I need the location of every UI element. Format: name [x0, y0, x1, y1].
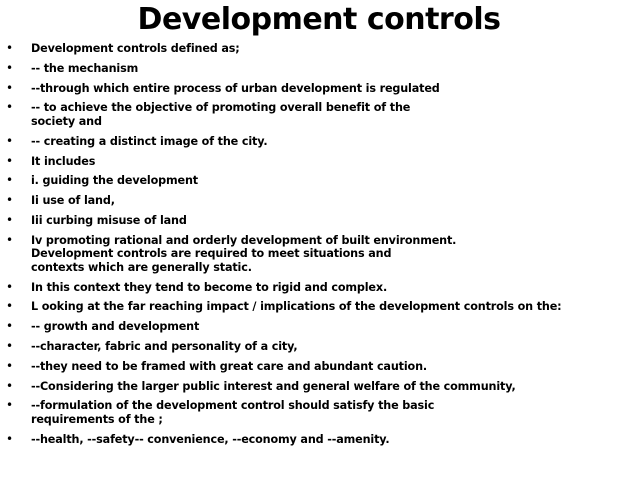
bullet-text: Iv promoting rational and orderly development of built environment. Development controls are required to meet situations and contexts which are generally static. — [31, 233, 457, 274]
bullet-item — [6, 300, 632, 314]
bullet-item — [6, 62, 632, 76]
bullet-text: --through which entire process of urban development is regulated — [31, 81, 440, 95]
bullet-icon: • — [6, 319, 13, 334]
bullet-text: It includes — [31, 154, 96, 168]
bullet-icon: • — [6, 358, 13, 373]
bullet-icon: • — [6, 338, 13, 353]
bullet-icon: • — [6, 60, 13, 75]
bullet-item — [6, 234, 632, 275]
bullet-text: --formulation of the development control should satisfy the basic requirements of the ; — [31, 399, 435, 426]
bullet-text: --health, --safety-- convenience, --economy and --amenity. — [31, 432, 390, 446]
bullet-icon: • — [6, 193, 13, 208]
bullet-text: -- to achieve the objective of promoting overall benefit of the society and — [31, 101, 411, 128]
bullet-text: --they need to be framed with great care and abundant caution. — [31, 359, 427, 373]
bullet-item — [6, 214, 632, 228]
bullet-icon: • — [6, 378, 13, 393]
bullet-item — [6, 42, 632, 56]
bullet-item — [6, 194, 632, 208]
bullet-icon: • — [6, 212, 13, 227]
bullet-item — [6, 320, 632, 334]
bullet-text: -- creating a distinct image of the city. — [31, 134, 268, 148]
bullet-icon: • — [6, 80, 13, 95]
bullet-text: In this context they tend to become to rigid and complex. — [31, 280, 388, 294]
bullet-item — [6, 281, 632, 295]
bullet-icon: • — [6, 279, 13, 294]
bullet-text: -- the mechanism — [31, 61, 139, 75]
bullet-icon: • — [6, 232, 13, 247]
bullet-item — [6, 174, 632, 188]
bullet-text: Ii use of land, — [31, 194, 115, 208]
bullet-icon: • — [6, 299, 13, 314]
bullet-item — [6, 340, 632, 354]
bullet-item — [6, 399, 632, 426]
bullet-icon: • — [6, 41, 13, 55]
bullet-text: -- growth and development — [31, 320, 200, 334]
bullet-icon: • — [6, 173, 13, 188]
bullet-text: --character, fabric and personality of a city, — [31, 339, 298, 353]
bullet-item — [6, 155, 632, 169]
bullet-icon: • — [6, 398, 13, 413]
bullet-icon: • — [6, 133, 13, 148]
bullet-item — [6, 82, 632, 96]
bullet-icon: • — [6, 100, 13, 115]
bullet-item — [6, 433, 632, 447]
bullet-icon: • — [6, 153, 13, 168]
bullet-text: Development controls defined as; — [31, 42, 240, 55]
bullet-item — [6, 135, 632, 149]
bullet-item — [6, 380, 632, 394]
bullet-text: L ooking at the far reaching impact / implications of the development controls on the: — [31, 300, 562, 314]
slide-title: Development controls — [137, 2, 501, 37]
bullet-text: --Considering the larger public interest and general welfare of the community, — [31, 379, 516, 393]
bullet-text: i. guiding the development — [31, 174, 198, 188]
bullet-text: Iii curbing misuse of land — [31, 213, 187, 227]
bullet-list — [6, 42, 632, 452]
bullet-item — [6, 101, 632, 128]
bullet-icon: • — [6, 431, 13, 446]
bullet-item — [6, 360, 632, 374]
